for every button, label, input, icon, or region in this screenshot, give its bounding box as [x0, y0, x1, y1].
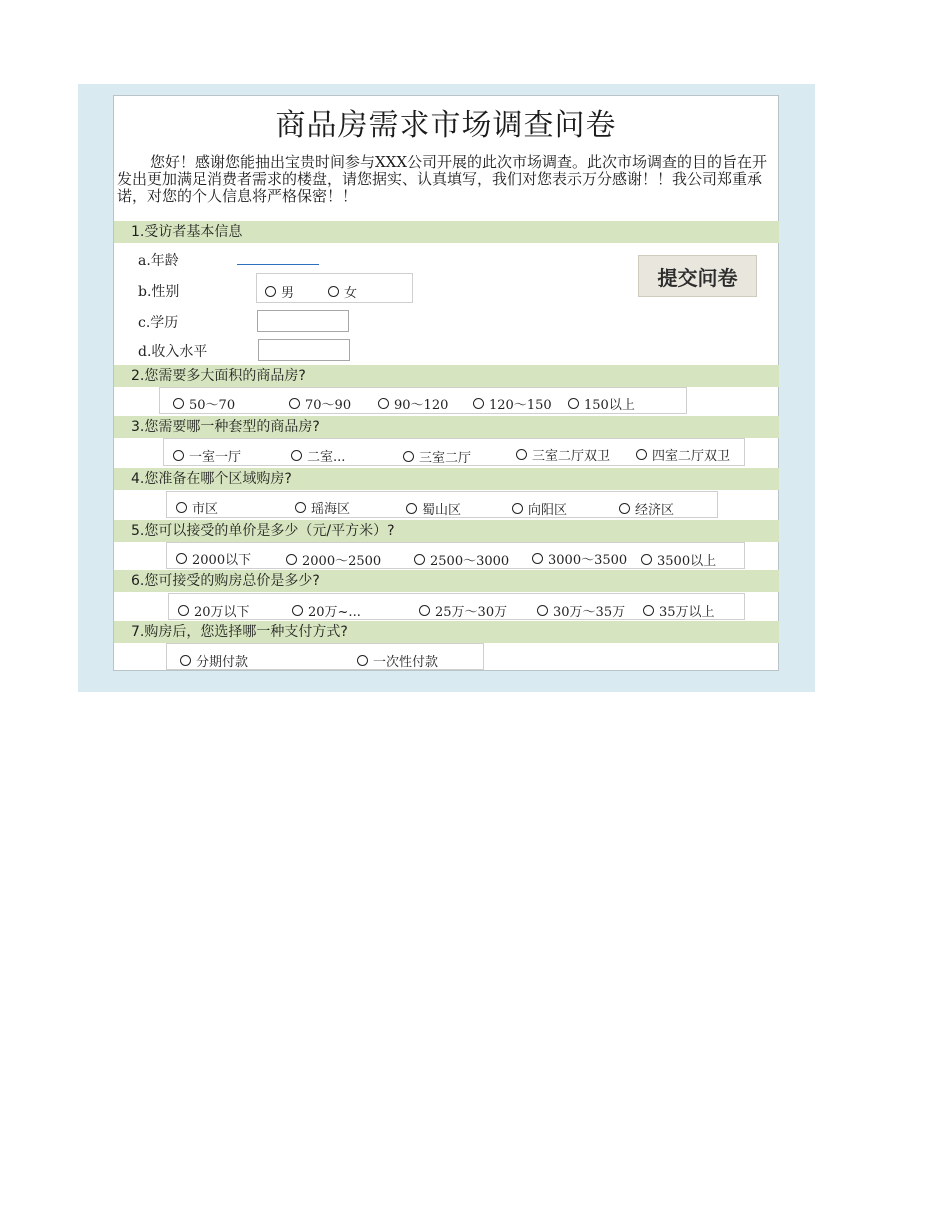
district-option-1[interactable]: [176, 498, 218, 517]
radio-button-icon[interactable]: [378, 398, 389, 409]
income-input[interactable]: [258, 339, 350, 361]
layout-option-4[interactable]: [516, 445, 610, 464]
option-label: 一室一厅: [189, 450, 242, 465]
intro-paragraph: 您好！感谢您能抽出宝贵时间参与XXX公司开展的此次市场调查。此次市场调查的目的旨在开发出更加满足消费者需求的楼盘，请您据实、认真填写，我们对您表示万分感谢！！我公司郑重承诺，对您的个人信息将严格保密！！: [117, 153, 768, 205]
option-label: 3500以上: [657, 554, 717, 569]
radio-button-icon[interactable]: [636, 449, 647, 460]
question-heading-layout: 3.您需要哪一种套型的商品房?: [114, 416, 779, 438]
district-option-5[interactable]: [619, 499, 674, 518]
radio-button-icon[interactable]: [328, 286, 339, 297]
option-label: 分期付款: [196, 655, 249, 670]
district-option-4[interactable]: [512, 499, 567, 518]
radio-button-icon[interactable]: [537, 605, 548, 616]
option-label: 120～150: [489, 398, 552, 413]
radio-button-icon[interactable]: [419, 605, 430, 616]
option-label: 150以上: [584, 398, 635, 413]
option-label: 瑶海区: [311, 502, 351, 517]
option-label: 70～90: [305, 398, 352, 413]
layout-option-2[interactable]: [291, 446, 345, 465]
option-label: 20万~...: [308, 605, 361, 620]
payment-option-lump-sum[interactable]: [357, 651, 438, 670]
question-heading-total-price: 6.您可接受的购房总价是多少?: [114, 570, 779, 592]
unit-price-option-4[interactable]: [532, 549, 627, 568]
radio-button-icon[interactable]: [641, 554, 652, 565]
area-option-1[interactable]: [173, 394, 235, 413]
question-heading-payment: 7.购房后，您选择哪一种支付方式?: [114, 621, 779, 643]
option-label: 2000～2500: [302, 554, 382, 569]
layout-option-5[interactable]: [636, 445, 730, 464]
education-label: c.学历: [138, 315, 179, 331]
option-label: 2000以下: [192, 553, 252, 568]
age-label: a.年龄: [138, 253, 179, 269]
unit-price-option-1[interactable]: [176, 549, 251, 568]
section-heading-basic-info: 1.受访者基本信息: [114, 221, 779, 243]
option-label: 蜀山区: [422, 503, 462, 518]
option-label: 30万～35万: [553, 605, 626, 620]
page-title: 商品房需求市场调查问卷: [275, 108, 617, 143]
area-option-4[interactable]: [473, 394, 552, 413]
layout-option-1[interactable]: [173, 446, 241, 465]
radio-button-icon[interactable]: [532, 553, 543, 564]
radio-button-icon[interactable]: [516, 449, 527, 460]
option-label: 3000～3500: [548, 553, 628, 568]
radio-button-icon[interactable]: [414, 554, 425, 565]
option-label: 90～120: [394, 398, 449, 413]
option-label: 二室...: [307, 450, 346, 465]
area-option-3[interactable]: [378, 394, 448, 413]
radio-button-icon[interactable]: [176, 553, 187, 564]
total-price-option-1[interactable]: [178, 601, 250, 620]
unit-price-option-3[interactable]: [414, 550, 509, 569]
area-option-2[interactable]: [289, 394, 351, 413]
option-label: 三室二厅双卫: [532, 449, 611, 464]
radio-button-icon[interactable]: [619, 503, 630, 514]
radio-button-icon[interactable]: [357, 655, 368, 666]
radio-button-icon[interactable]: [295, 502, 306, 513]
option-label: 2500～3000: [430, 554, 510, 569]
radio-button-icon[interactable]: [289, 398, 300, 409]
gender-label: b.性别: [138, 284, 180, 300]
layout-option-3[interactable]: [403, 447, 471, 466]
radio-button-icon[interactable]: [643, 605, 654, 616]
payment-option-installment[interactable]: [180, 651, 248, 670]
option-label: 35万以上: [659, 605, 715, 620]
total-price-option-4[interactable]: [537, 601, 625, 620]
income-label: d.收入水平: [138, 344, 208, 360]
option-label: 女: [344, 286, 358, 301]
area-option-5[interactable]: [568, 394, 635, 413]
radio-button-icon[interactable]: [406, 503, 417, 514]
option-label: 三室二厅: [419, 451, 472, 466]
option-label: 经济区: [635, 503, 675, 518]
radio-button-icon[interactable]: [512, 503, 523, 514]
option-label: 向阳区: [528, 503, 568, 518]
option-label: 一次性付款: [373, 655, 439, 670]
radio-button-icon[interactable]: [568, 398, 579, 409]
option-label: 市区: [192, 502, 219, 517]
total-price-option-5[interactable]: [643, 601, 715, 620]
gender-option-male[interactable]: [265, 282, 294, 301]
submit-survey-button[interactable]: 提交问卷: [638, 255, 757, 297]
question-heading-unit-price: 5.您可以接受的单价是多少（元/平方米）?: [114, 520, 779, 542]
radio-button-icon[interactable]: [176, 502, 187, 513]
radio-button-icon[interactable]: [292, 605, 303, 616]
radio-button-icon[interactable]: [403, 451, 414, 462]
radio-button-icon[interactable]: [473, 398, 484, 409]
radio-button-icon[interactable]: [286, 554, 297, 565]
option-label: 男: [281, 286, 295, 301]
radio-button-icon[interactable]: [173, 398, 184, 409]
radio-button-icon[interactable]: [291, 450, 302, 461]
unit-price-option-2[interactable]: [286, 550, 381, 569]
option-label: 20万以下: [194, 605, 250, 620]
question-heading-area: 2.您需要多大面积的商品房?: [114, 365, 779, 387]
district-option-3[interactable]: [406, 499, 461, 518]
gender-option-female[interactable]: [328, 282, 357, 301]
total-price-option-3[interactable]: [419, 601, 507, 620]
radio-button-icon[interactable]: [265, 286, 276, 297]
education-input[interactable]: [257, 310, 349, 332]
option-label: 50～70: [189, 398, 236, 413]
radio-button-icon[interactable]: [180, 655, 191, 666]
unit-price-option-5[interactable]: [641, 550, 716, 569]
district-option-2[interactable]: [295, 498, 350, 517]
option-label: 25万～30万: [435, 605, 508, 620]
total-price-option-2[interactable]: [292, 601, 361, 620]
option-label: 四室二厅双卫: [652, 449, 731, 464]
radio-button-icon[interactable]: [173, 450, 184, 461]
radio-button-icon[interactable]: [178, 605, 189, 616]
question-heading-district: 4.您准备在哪个区域购房?: [114, 468, 779, 490]
age-field[interactable]: [237, 264, 319, 265]
